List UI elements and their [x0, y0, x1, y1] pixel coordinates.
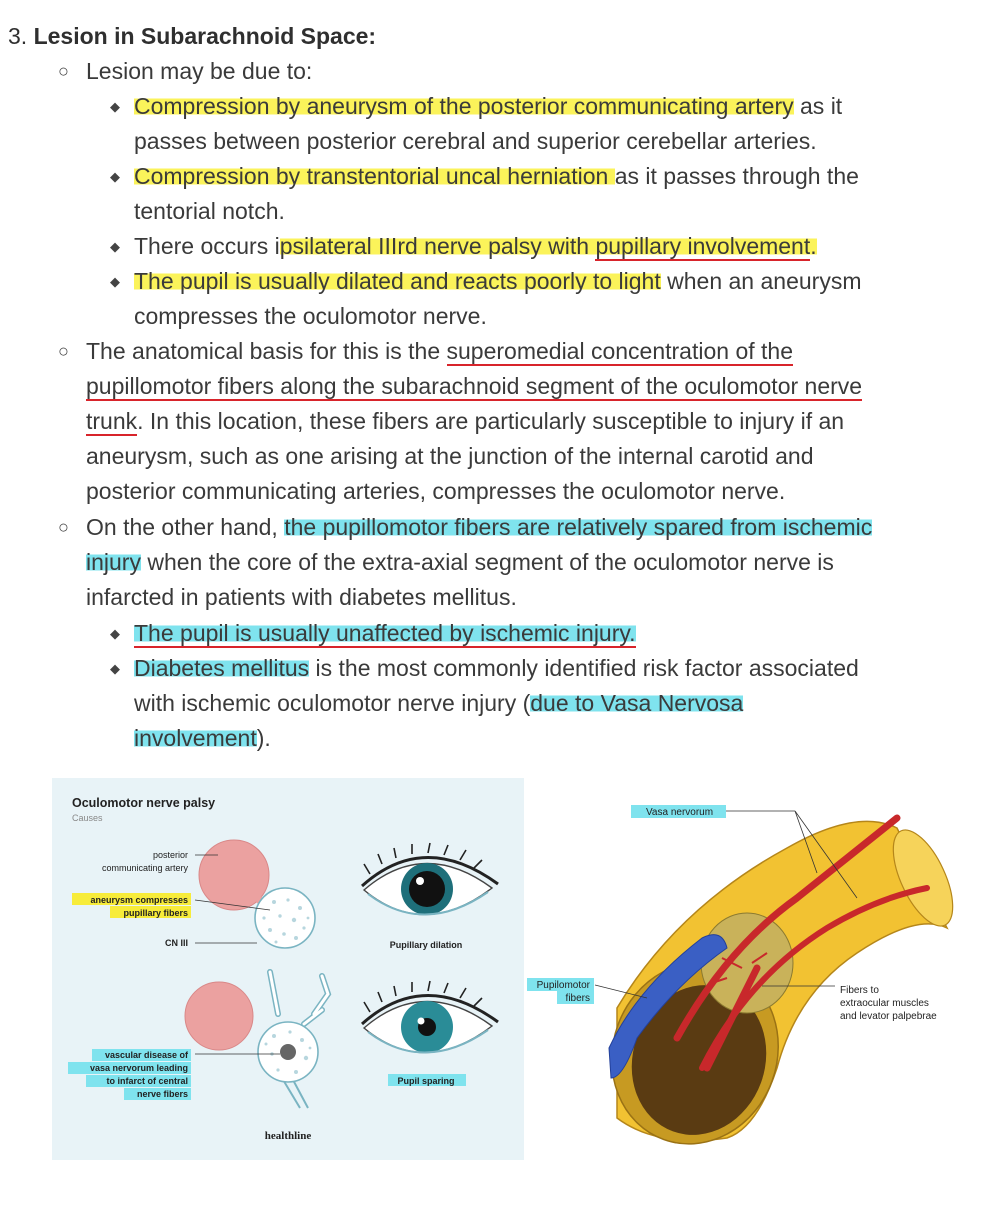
label-fibers-2: extraocular muscles	[840, 998, 929, 1009]
brand-logo-text: healthline	[264, 1130, 312, 1142]
heading-title: Lesion in Subarachnoid Space:	[33, 23, 377, 49]
intro-text: Lesion may be due to:	[86, 58, 313, 84]
list-item	[134, 159, 974, 229]
list-item	[134, 616, 974, 651]
highlight-underline-text: The pupil is usually unaffected by ischemic injury.	[134, 620, 636, 646]
list-item	[86, 54, 966, 89]
figure-nerve-cross-section	[527, 778, 967, 1160]
body-text: when an aneurysm	[660, 268, 862, 294]
underline-text: superomedial concentration of the	[446, 338, 793, 364]
label-aneurysm-1: aneurysm compresses	[90, 895, 188, 905]
highlight-underline-text: pupillary involvement	[595, 233, 811, 259]
highlight-text: Diabetes mellitus	[134, 655, 310, 681]
body-text: aneurysm, such as one arising at the junction of the internal carotid and	[86, 443, 814, 469]
circle-bullet-icon: ○	[58, 341, 69, 361]
body-text: when the core of the extra-axial segment of the oculomotor nerve is	[140, 549, 834, 575]
body-text: The anatomical basis for this is the	[86, 338, 447, 364]
diamond-bullet-icon: ◆	[110, 239, 120, 254]
underline-text: trunk	[86, 408, 138, 434]
body-text: infarcted in patients with diabetes mellitus.	[86, 584, 517, 610]
figure-left-illustration	[52, 778, 524, 1160]
label-fibers-3: and levator palpebrae	[840, 1011, 937, 1022]
circle-bullet-icon: ○	[58, 61, 69, 81]
list-item	[86, 334, 966, 509]
highlight-text: due to Vasa Nervosa	[530, 690, 744, 716]
label-vascular-4: nerve fibers	[136, 1089, 188, 1099]
diamond-bullet-icon: ◆	[110, 99, 120, 114]
body-text: with ischemic oculomotor nerve injury (	[134, 690, 531, 716]
label-pupillomotor-2: fibers	[565, 993, 590, 1004]
diamond-bullet-icon: ◆	[110, 169, 120, 184]
highlight-text: injury	[86, 549, 141, 575]
body-text: . In this location, these fibers are particularly susceptible to injury if an	[137, 408, 845, 434]
circle-bullet-icon: ○	[58, 517, 69, 537]
label-pupillomotor-1: Pupilomotor	[536, 980, 590, 991]
figure-title: Oculomotor nerve palsy	[72, 796, 216, 810]
list-item	[134, 229, 974, 264]
dilated-eye-icon	[362, 843, 498, 915]
normal-eye-icon	[362, 981, 498, 1053]
body-text: passes between posterior cerebral and superior cerebellar arteries.	[134, 128, 817, 154]
label-pcomm-1: posterior	[152, 850, 188, 860]
label-pupillary-dilation: Pupillary dilation	[389, 940, 463, 950]
body-text: posterior communicating arteries, compresses the oculomotor nerve.	[86, 478, 786, 504]
body-text: On the other hand,	[86, 514, 285, 540]
underline-text: pupillomotor fibers along the subarachnoid segment of the oculomotor nerve	[86, 373, 863, 399]
diamond-bullet-icon: ◆	[110, 661, 120, 676]
figure-right-illustration	[527, 778, 967, 1160]
body-text: tentorial notch.	[134, 198, 285, 224]
highlight-text: the pupillomotor fibers are relatively spared from ischemic	[284, 514, 873, 540]
label-vasa-nervorum: Vasa nervorum	[646, 807, 714, 818]
figure-oculomotor-palsy-causes	[52, 778, 524, 1160]
body-text: compresses the oculomotor nerve.	[134, 303, 487, 329]
infarct-core-shape	[280, 1044, 296, 1060]
body-text: .	[810, 233, 817, 259]
body-text: is the most commonly identified risk factor associated	[309, 655, 859, 681]
label-aneurysm-2: pupillary fibers	[123, 908, 188, 918]
highlight-text: psilateral IIIrd nerve palsy with	[279, 233, 596, 259]
list-item	[134, 89, 974, 159]
list-item	[134, 651, 974, 756]
label-pupil-sparing: Pupil sparing	[397, 1076, 455, 1086]
label-pcomm-2: communicating artery	[101, 863, 188, 873]
body-text: ).	[256, 725, 271, 751]
body-text: as it passes through the	[614, 163, 859, 189]
list-item	[86, 510, 966, 615]
heading-number: 3.	[8, 23, 28, 49]
list-item	[134, 264, 974, 334]
label-vascular-2: vasa nervorum leading	[89, 1063, 188, 1073]
body-text: as it	[793, 93, 843, 119]
highlight-text: Compression by aneurysm of the posterior communicating artery	[134, 93, 794, 119]
label-cn3: CN III	[164, 938, 188, 948]
vessel-shape	[185, 982, 253, 1050]
label-vascular-1: vascular disease of	[104, 1050, 188, 1060]
diamond-bullet-icon: ◆	[110, 274, 120, 289]
highlight-text: involvement	[134, 725, 257, 751]
figure-subtitle: Causes	[72, 813, 103, 823]
vasa-nervorum-branches	[270, 972, 328, 1024]
body-text: There occurs i	[134, 233, 280, 259]
highlight-text: The pupil is usually dilated and reacts poorly to light	[134, 268, 661, 294]
label-vascular-3: to infarct of central	[106, 1076, 188, 1086]
label-fibers-1: Fibers to	[840, 985, 879, 996]
highlight-text: Compression by transtentorial uncal herniation	[134, 163, 615, 189]
diamond-bullet-icon: ◆	[110, 626, 120, 641]
section-heading	[8, 20, 376, 52]
